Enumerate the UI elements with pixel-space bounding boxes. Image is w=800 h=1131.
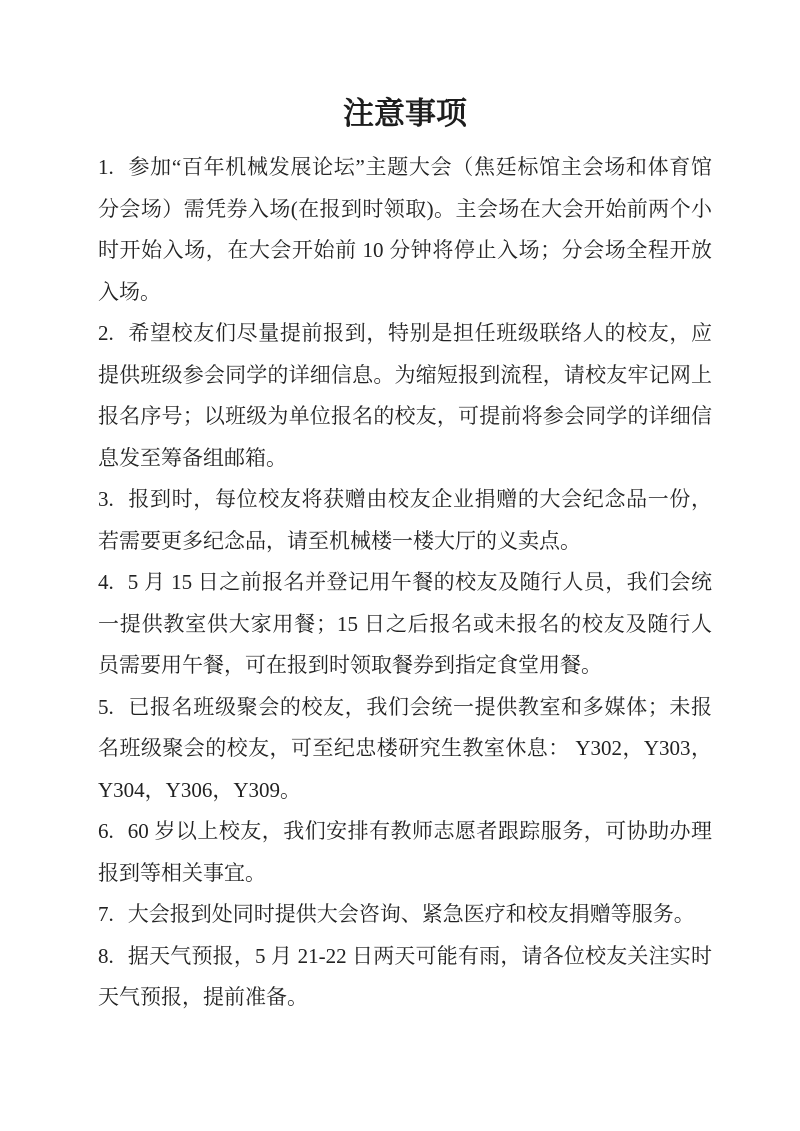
item-number: 3. <box>98 487 114 511</box>
list-item <box>98 562 712 687</box>
item-text: 已报名班级聚会的校友，我们会统一提供教室和多媒体；未报名班级聚会的校友，可至纪忠楼研究生教室休息： Y302，Y303，Y304，Y306，Y309。 <box>98 694 712 802</box>
item-text: 据天气预报，5 月 21-22 日两天可能有雨，请各位校友关注实时天气预报，提前准备。 <box>98 943 712 1009</box>
notes-list <box>98 147 712 1019</box>
item-text: 大会报到处同时提供大会咨询、紧急医疗和校友捐赠等服务。 <box>127 902 695 926</box>
list-item <box>98 687 712 812</box>
item-text: 希望校友们尽量提前报到，特别是担任班级联络人的校友，应提供班级参会同学的详细信息。为缩短报到流程，请校友牢记网上报名序号；以班级为单位报名的校友，可提前将参会同学的详细信息发至筹备组邮箱。 <box>98 321 712 470</box>
item-number: 4. <box>98 570 114 594</box>
list-item <box>98 936 712 1019</box>
list-item <box>98 147 712 313</box>
item-number: 8. <box>98 943 114 968</box>
item-number: 6. <box>98 819 114 843</box>
list-item <box>98 811 712 894</box>
list-item <box>98 894 712 936</box>
item-number: 5. <box>98 694 114 719</box>
item-number: 7. <box>98 902 114 926</box>
item-text: 报到时，每位校友将获赠由校友企业捐赠的大会纪念品一份，若需要更多纪念品，请至机械楼一楼大厅的义卖点。 <box>98 487 712 553</box>
list-item <box>98 479 712 562</box>
item-number: 1. <box>98 155 114 179</box>
page-title: 注意事项 <box>343 96 467 131</box>
list-item <box>98 313 712 479</box>
item-text: 参加“百年机械发展论坛”主题大会（焦廷标馆主会场和体育馆分会场）需凭券入场(在报到时领取)。主会场在大会开始前两个小时开始入场，在大会开始前 10 分钟将停止入场；分会场全程开放入场。 <box>98 155 712 304</box>
item-text: 5 月 15 日之前报名并登记用午餐的校友及随行人员，我们会统一提供教室供大家用餐；15 日之后报名或未报名的校友及随行人员需要用午餐，可在报到时领取餐券到指定食堂用餐。 <box>98 570 712 677</box>
item-text: 60 岁以上校友，我们安排有教师志愿者跟踪服务，可协助办理报到等相关事宜。 <box>98 819 712 885</box>
item-number: 2. <box>98 321 114 345</box>
